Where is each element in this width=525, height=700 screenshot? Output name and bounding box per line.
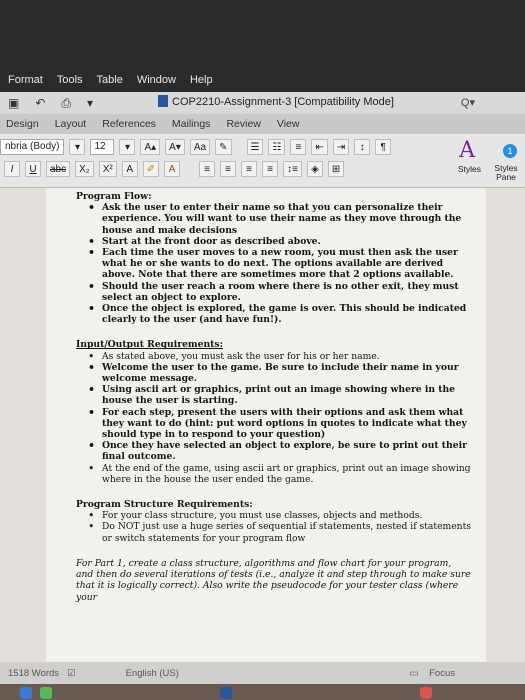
focus-mode-button[interactable]: ▭ Focus: [409, 667, 455, 679]
bullets-icon[interactable]: ☰: [247, 139, 264, 155]
list-item: • Once they have selected an object to explore, be sure to print out their final outcome.: [76, 440, 471, 462]
dock-app-icon[interactable]: [220, 687, 232, 699]
styles-area: [458, 164, 521, 182]
menu-tools[interactable]: Tools: [56, 74, 83, 86]
highlight-icon[interactable]: ✐: [143, 161, 159, 177]
align-left-icon[interactable]: ≡: [199, 161, 215, 177]
document-content: [76, 191, 471, 603]
word-count[interactable]: 1518 Words: [8, 667, 60, 679]
quick-access-toolbar: [8, 96, 93, 111]
superscript-icon[interactable]: X²: [99, 161, 117, 177]
customize-icon[interactable]: ▾: [87, 95, 94, 110]
list-item: • As stated above, you must ask the user for his or her name.: [76, 351, 471, 362]
borders-icon[interactable]: ⊞: [328, 161, 344, 177]
tab-layout[interactable]: Layout: [54, 118, 87, 130]
shrink-font-icon[interactable]: A▾: [165, 139, 185, 155]
menu-window[interactable]: Window: [136, 74, 176, 86]
styles-gallery-icon[interactable]: A: [459, 138, 475, 163]
ribbon-tabs: [0, 114, 525, 134]
styles-pane-button[interactable]: Styles Pane: [494, 163, 518, 182]
font-size-dropdown-icon[interactable]: ▾: [119, 139, 135, 155]
sort-icon[interactable]: ↕: [354, 139, 370, 155]
list-item: • Each time the user moves to a new room, you must then ask the user what he or she wants to do next. The options available are derived above. Note that there are sometimes more that 2 options available.: [76, 247, 471, 281]
part1-paragraph: For Part 1, create a class structure, algorithms and flow chart for your program, and then do several iterations of tests (i.e., analyze it and step through to make sure that it is logically correct). Also write the pseudocode for your tester class (where your: [76, 557, 471, 603]
status-bar: [0, 662, 525, 684]
styles-button[interactable]: Styles: [457, 164, 481, 174]
list-item: • Using ascii art or graphics, print out an image showing where in the house the user is starting.: [76, 384, 471, 406]
language-indicator[interactable]: English (US): [125, 667, 179, 679]
io-heading: Input/Output Requirements:: [76, 339, 223, 351]
text-effects-icon[interactable]: A: [122, 161, 138, 177]
ribbon-row-format: [0, 160, 344, 178]
font-color-icon[interactable]: A: [164, 161, 180, 177]
sidebar-toggle-icon[interactable]: ▣: [8, 95, 20, 110]
program-flow-list: [76, 202, 471, 325]
dock-app-icon[interactable]: [20, 687, 32, 699]
increase-indent-icon[interactable]: ⇥: [333, 139, 349, 155]
italic-icon[interactable]: I: [4, 161, 20, 177]
io-list: [76, 351, 471, 485]
search-icon[interactable]: Q▾: [460, 97, 475, 109]
structure-list: [76, 510, 471, 544]
subscript-icon[interactable]: X₂: [75, 161, 94, 177]
list-item: • Do NOT just use a huge series of sequential if statements, nested if statements or switch statements for your program flow: [76, 521, 471, 543]
change-case-icon[interactable]: Aa: [190, 139, 210, 155]
align-right-icon[interactable]: ≡: [241, 161, 257, 177]
print-icon[interactable]: ⎙: [61, 95, 72, 110]
undo-icon[interactable]: ↶: [35, 95, 46, 110]
align-center-icon[interactable]: ≡: [220, 161, 236, 177]
list-item: • Welcome the user to the game. Be sure to include their name in your welcome message.: [76, 362, 471, 384]
tab-view[interactable]: View: [276, 118, 300, 130]
structure-heading: Program Structure Requirements:: [76, 499, 253, 511]
menu-table[interactable]: Table: [96, 74, 123, 86]
numbering-icon[interactable]: ☷: [268, 139, 285, 155]
ribbon-row-font: [0, 138, 391, 156]
menu-bar: [0, 0, 525, 92]
list-item: • Start at the front door as described above.: [76, 236, 471, 247]
window-title: COP2210-Assignment-3 [Compatibility Mode]: [158, 95, 394, 108]
document-area: [0, 188, 525, 662]
show-formatting-icon[interactable]: ¶: [375, 139, 391, 155]
tab-references[interactable]: References: [102, 118, 156, 130]
underline-icon[interactable]: U: [25, 161, 41, 177]
word-doc-icon: [158, 95, 168, 107]
title-bar: [0, 92, 525, 114]
clear-formatting-icon[interactable]: ✎: [215, 139, 231, 155]
menu-items: [8, 74, 213, 86]
dock: [0, 684, 525, 700]
font-size-box[interactable]: 12: [90, 139, 114, 155]
tab-review[interactable]: Review: [226, 118, 261, 130]
list-item: • At the end of the game, using ascii art or graphics, print out an image showing where in the house the user ended the game.: [76, 463, 471, 485]
list-item: • Ask the user to enter their name so that you can personalize their experience. You will want to use their name as they move through the house and make decisions: [76, 202, 471, 236]
list-item: • Should the user reach a room where there is no other exit, they must select an object to explore.: [76, 281, 471, 303]
tab-mailings[interactable]: Mailings: [171, 118, 211, 130]
menu-format[interactable]: Format: [8, 74, 43, 86]
decrease-indent-icon[interactable]: ⇤: [311, 139, 327, 155]
multilevel-list-icon[interactable]: ≡: [290, 139, 306, 155]
tab-design[interactable]: Design: [6, 118, 39, 130]
line-spacing-icon[interactable]: ↕≡: [283, 161, 302, 177]
program-flow-heading: Program Flow:: [76, 191, 152, 202]
dock-app-icon[interactable]: [40, 687, 52, 699]
font-name-box[interactable]: nbria (Body): [0, 139, 64, 155]
list-item: • For each step, present the users with their options and ask them what they want to do (hint: put word options in quotes to indicate what they should type in to respond to your question): [76, 407, 471, 441]
strikethrough-icon[interactable]: abc: [46, 161, 70, 177]
font-name-dropdown-icon[interactable]: ▾: [69, 139, 85, 155]
shading-icon[interactable]: ◈: [307, 161, 323, 177]
document-page[interactable]: [46, 188, 486, 662]
list-item: • For your class structure, you must use classes, objects and methods.: [76, 510, 471, 521]
justify-icon[interactable]: ≡: [262, 161, 278, 177]
proofing-icon[interactable]: ☑: [67, 667, 76, 679]
menu-help[interactable]: Help: [189, 74, 213, 86]
notification-badge: 1: [503, 144, 517, 158]
dock-app-icon[interactable]: [420, 687, 432, 699]
ribbon: [0, 134, 525, 188]
grow-font-icon[interactable]: A▴: [140, 139, 160, 155]
list-item: • Once the object is explored, the game is over. This should be indicated clearly to the user (and have fun!).: [76, 303, 471, 325]
